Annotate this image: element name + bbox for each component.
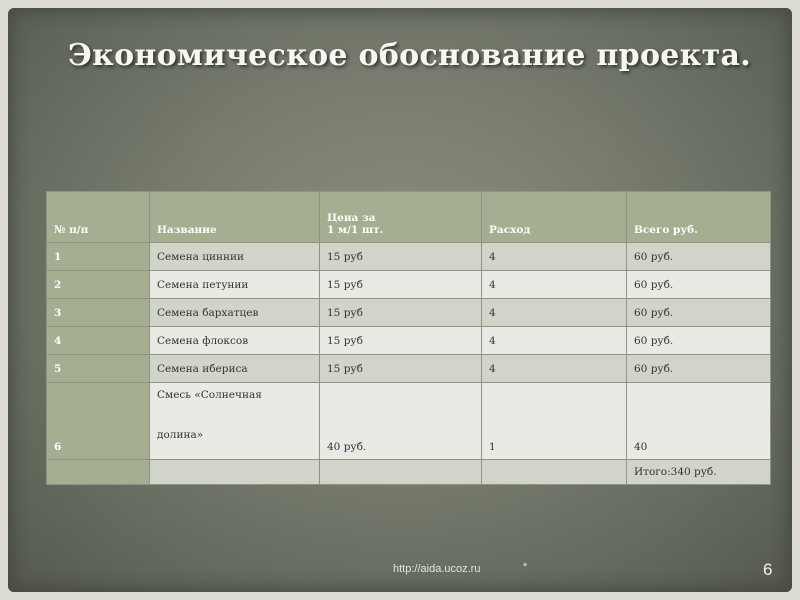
summary-empty-cell — [482, 460, 627, 485]
row-usage: 4 — [482, 299, 627, 327]
row-name: Семена петунии — [150, 271, 320, 299]
table-row — [47, 327, 771, 355]
header-number: № п/п — [47, 192, 150, 243]
table-row — [47, 383, 771, 460]
row-name: Семена флоксов — [150, 327, 320, 355]
row-name-line1: Смесь «Солнечная — [157, 389, 262, 401]
row-usage: 4 — [482, 271, 627, 299]
row-total: 40 — [627, 383, 771, 460]
row-total: 60 руб. — [627, 271, 771, 299]
summary-total: Итого:340 руб. — [627, 460, 771, 485]
row-total: 60 руб. — [627, 299, 771, 327]
header-usage: Расход — [482, 192, 627, 243]
row-name: Семена циннии — [150, 243, 320, 271]
table-row — [47, 299, 771, 327]
slide — [8, 8, 792, 592]
row-total: 60 руб. — [627, 327, 771, 355]
table-row — [47, 271, 771, 299]
slide-title: Экономическое обоснование проекта. — [68, 38, 751, 73]
row-price: 15 руб — [320, 355, 482, 383]
row-name-line2: долина» — [157, 429, 204, 441]
row-number: 2 — [47, 271, 150, 299]
summary-empty-cell — [47, 460, 150, 485]
footer-mark: * — [523, 561, 528, 573]
row-usage: 4 — [482, 355, 627, 383]
row-name — [150, 383, 320, 460]
summary-empty-cell — [320, 460, 482, 485]
row-total: 60 руб. — [627, 355, 771, 383]
summary-empty-cell — [150, 460, 320, 485]
slide-number: 6 — [763, 560, 773, 579]
row-total: 60 руб. — [627, 243, 771, 271]
row-name: Семена бархатцев — [150, 299, 320, 327]
header-name: Название — [150, 192, 320, 243]
row-price: 15 руб — [320, 327, 482, 355]
cost-table — [46, 191, 771, 485]
header-total: Всего руб. — [627, 192, 771, 243]
row-number: 3 — [47, 299, 150, 327]
row-number: 5 — [47, 355, 150, 383]
row-usage: 4 — [482, 243, 627, 271]
row-number: 1 — [47, 243, 150, 271]
table-row — [47, 243, 771, 271]
table-row — [47, 355, 771, 383]
row-price: 15 руб — [320, 271, 482, 299]
row-number: 6 — [47, 383, 150, 460]
row-price: 40 руб. — [320, 383, 482, 460]
table-header-row — [47, 192, 771, 243]
footer-url: http://aida.ucoz.ru — [393, 563, 481, 575]
row-number: 4 — [47, 327, 150, 355]
summary-row — [47, 460, 771, 485]
header-price: Цена за 1 м/1 шт. — [320, 192, 482, 243]
row-name: Семена ибериса — [150, 355, 320, 383]
row-price: 15 руб — [320, 243, 482, 271]
row-usage: 4 — [482, 327, 627, 355]
row-price: 15 руб — [320, 299, 482, 327]
row-usage: 1 — [482, 383, 627, 460]
